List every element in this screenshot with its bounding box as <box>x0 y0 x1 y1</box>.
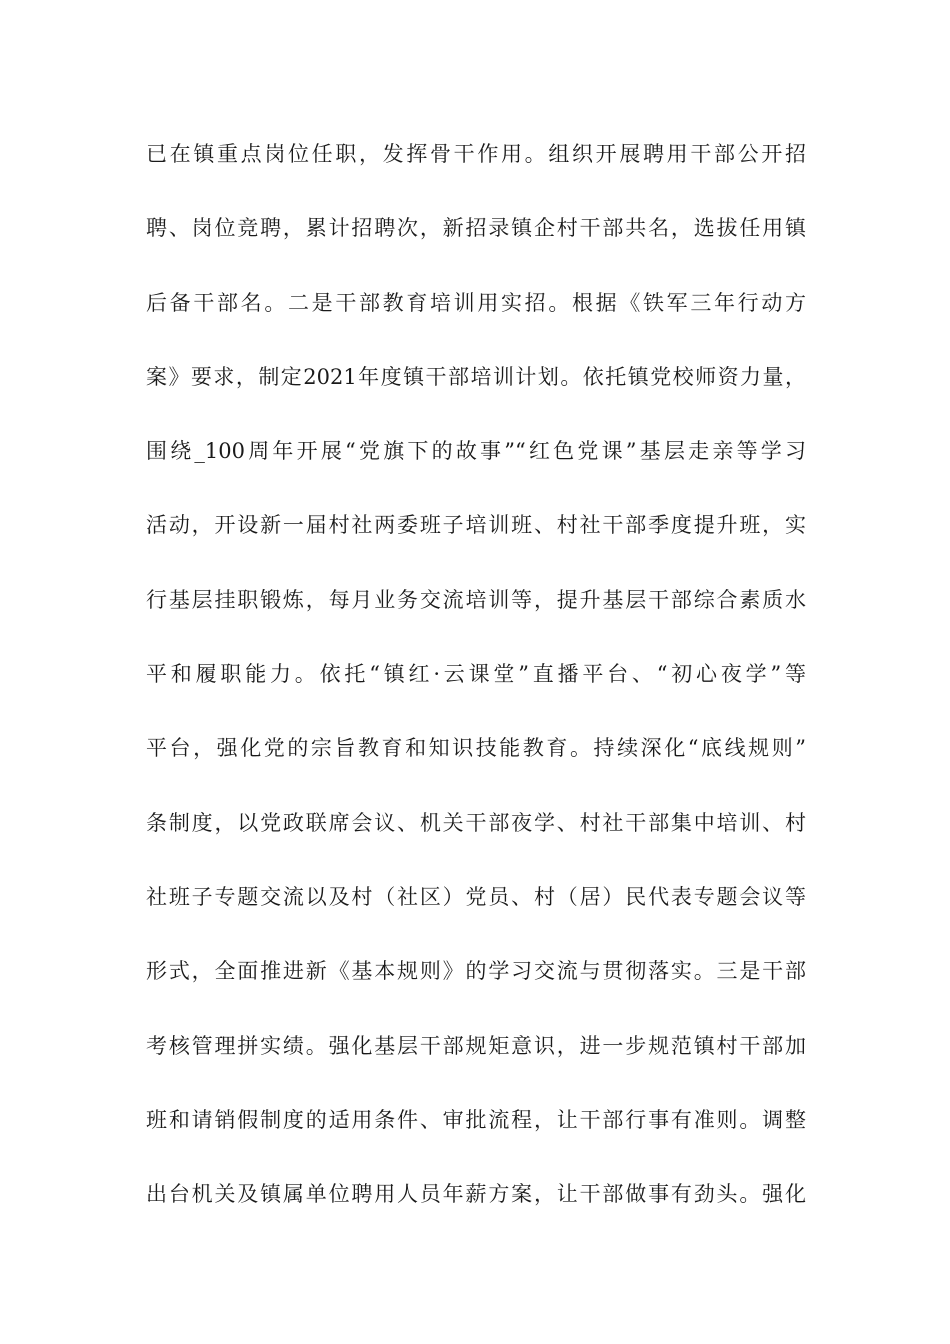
text-line: 后备干部名。二是干部教育培训用实招。根据《铁军三年行动方 <box>146 290 806 315</box>
text-line: 条制度，以党政联席会议、机关干部夜学、村社干部集中培训、村 <box>146 810 806 835</box>
text-line: 社班子专题交流以及村（社区）党员、村（居）民代表专题会议等 <box>146 884 806 909</box>
body-text <box>146 134 806 1248</box>
text-line: 活动，开设新一届村社两委班子培训班、村社干部季度提升班，实 <box>146 513 806 538</box>
text-line: 班和请销假制度的适用条件、审批流程，让干部行事有准则。调整 <box>146 1107 806 1132</box>
text-line: 案》要求，制定2021年度镇干部培训计划。依托镇党校师资力量， <box>146 364 806 389</box>
text-line: 围绕_100周年开展“党旗下的故事”“红色党课”基层走亲等学习 <box>146 439 806 464</box>
text-line: 聘、岗位竞聘，累计招聘次，新招录镇企村干部共名，选拔任用镇 <box>146 216 806 241</box>
text-line: 考核管理拼实绩。强化基层干部规矩意识，进一步规范镇村干部加 <box>146 1033 806 1058</box>
text-line: 出台机关及镇属单位聘用人员年薪方案，让干部做事有劲头。强化 <box>146 1182 806 1207</box>
text-line: 行基层挂职锻炼，每月业务交流培训等，提升基层干部综合素质水 <box>146 587 806 612</box>
text-line: 已在镇重点岗位任职，发挥骨干作用。组织开展聘用干部公开招 <box>146 142 806 166</box>
text-line: 形式，全面推进新《基本规则》的学习交流与贯彻落实。三是干部 <box>146 959 806 984</box>
text-line: 平和履职能力。依托“镇红·云课堂”直播平台、“初心夜学”等 <box>146 662 806 687</box>
text-line: 平台，强化党的宗旨教育和知识技能教育。持续深化“底线规则” <box>146 736 806 761</box>
